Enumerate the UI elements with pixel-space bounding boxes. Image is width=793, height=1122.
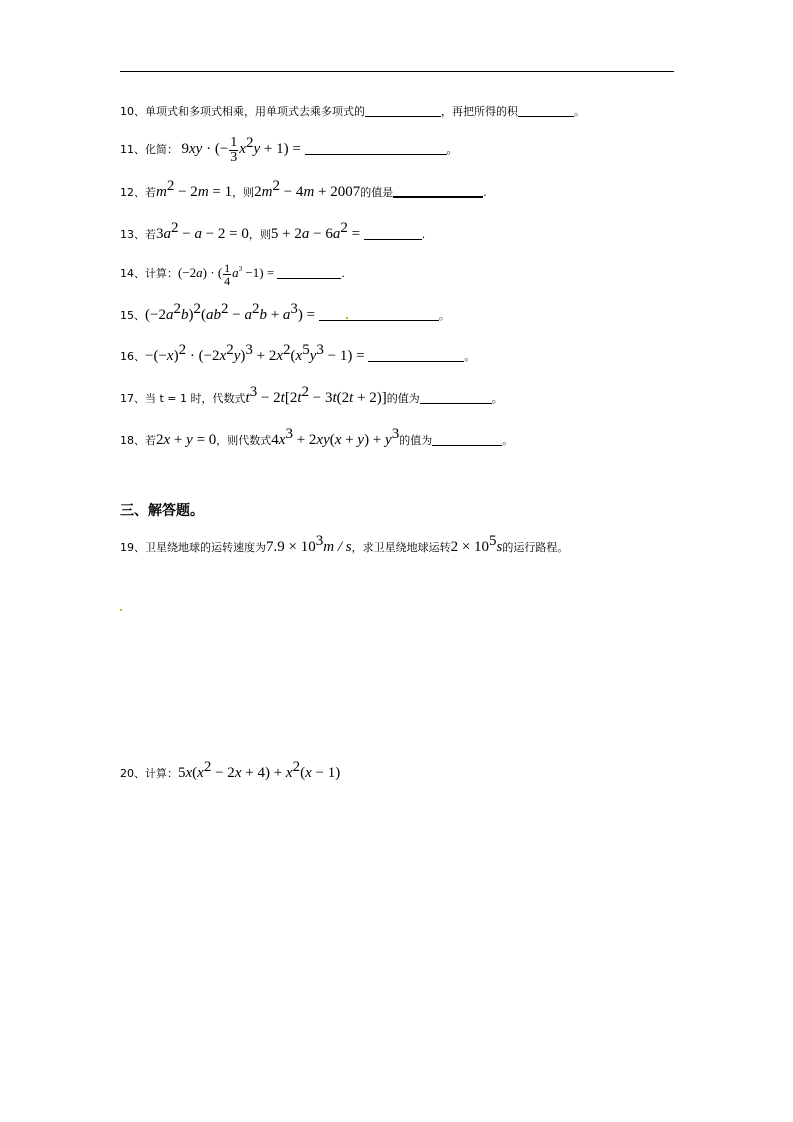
fraction-numerator: 1: [230, 134, 238, 150]
exponent: 3: [238, 265, 243, 273]
question-text: ，求卫星绕地球运转: [351, 541, 451, 554]
math: x: [334, 432, 342, 448]
answer-blank[interactable]: [432, 433, 502, 446]
exponent: 3: [315, 533, 324, 549]
exponent: 2: [272, 178, 280, 194]
question-16: [120, 342, 476, 365]
fraction-denominator: 3: [230, 149, 238, 165]
question-end: .: [421, 228, 426, 241]
exponent: 2: [171, 220, 179, 236]
question-label: 化简：: [145, 143, 178, 156]
stray-dot: [346, 317, 348, 319]
math: m: [261, 184, 273, 200]
question-text: ，则代数式: [216, 434, 272, 447]
math: +: [341, 432, 358, 448]
answer-blank[interactable]: [393, 184, 483, 198]
exponent: 2: [292, 759, 301, 775]
math: −1): [242, 265, 264, 280]
math: − 2: [211, 765, 235, 781]
math: x: [295, 348, 303, 364]
exponent: 2: [178, 342, 187, 358]
math: 4: [271, 432, 279, 448]
question-text: ，则: [232, 186, 255, 199]
question-end: 。: [574, 105, 585, 118]
exponent: 3: [391, 426, 400, 442]
math: +: [266, 307, 283, 323]
math: a: [194, 226, 202, 242]
math: t: [297, 390, 302, 406]
math: −: [228, 307, 245, 323]
exponent: 3: [316, 342, 324, 358]
math: ): [173, 348, 179, 364]
math: m: [303, 184, 315, 200]
exponent: 3: [249, 384, 258, 400]
math: a: [244, 307, 252, 323]
math: (: [290, 348, 296, 364]
math: + 4) +: [241, 765, 286, 781]
math: − 6: [309, 226, 333, 242]
question-label: 计算：: [145, 767, 178, 780]
math: − 1) =: [323, 348, 369, 364]
math: (: [192, 765, 198, 781]
answer-blank[interactable]: [364, 227, 422, 240]
math: · (−2: [186, 348, 220, 364]
question-text: 单项式和多项式相乘，用单项式去乘多项式的: [145, 105, 365, 118]
question-label: 若: [145, 434, 156, 447]
question-number: 17、: [120, 392, 145, 405]
question-text: 卫星绕地球的运转速度为: [145, 541, 266, 554]
question-end: 。: [446, 143, 458, 156]
math: s: [496, 539, 503, 555]
answer-blank[interactable]: [277, 266, 341, 279]
math: y: [357, 432, 365, 448]
math: a: [163, 226, 171, 242]
math: xy: [189, 141, 203, 157]
math: a: [301, 226, 310, 242]
math: ): [240, 348, 246, 364]
question-label: 当 t = 1 时，代数式: [145, 392, 246, 405]
math: x: [278, 432, 286, 448]
math: 7.9 × 10: [266, 539, 316, 555]
math: − 3: [309, 390, 333, 406]
math: /: [334, 539, 346, 555]
math: [2: [284, 390, 298, 406]
math: b: [180, 307, 189, 323]
math: x: [285, 765, 293, 781]
exponent: 2: [226, 342, 234, 358]
section-heading: 三、解答题。: [120, 503, 204, 519]
math: 5 + 2: [270, 226, 302, 242]
question-number: 15、: [120, 309, 145, 322]
math: x: [163, 432, 171, 448]
question-text: 的值为: [399, 434, 433, 447]
math: m: [323, 539, 335, 555]
math: +: [170, 432, 187, 448]
math: m: [156, 184, 167, 200]
math: − 4: [279, 184, 304, 200]
question-13: [120, 220, 426, 243]
question-label: 计算：: [145, 267, 178, 280]
math: x: [185, 765, 193, 781]
math: x: [239, 141, 246, 157]
math: (: [300, 765, 306, 781]
question-end: .: [341, 267, 345, 280]
question-11: [120, 134, 458, 165]
math: y: [253, 141, 261, 157]
math: xy: [316, 432, 330, 448]
math: −: [178, 226, 195, 242]
math: y: [309, 348, 317, 364]
answer-blank[interactable]: [420, 391, 492, 404]
fraction-numerator: 1: [224, 260, 231, 275]
exponent: 2: [245, 135, 254, 151]
question-end: .: [483, 186, 487, 199]
math: t: [349, 390, 354, 406]
math: 3: [156, 226, 164, 242]
exponent: 2: [203, 759, 212, 775]
question-text: 的值为: [386, 392, 420, 405]
math: ab: [205, 307, 221, 323]
fraction: [229, 136, 238, 165]
question-end: 。: [491, 392, 503, 405]
question-number: 10、: [120, 105, 145, 118]
math: a: [165, 307, 174, 323]
question-12: [120, 178, 487, 201]
math: x: [219, 348, 227, 364]
exponent: 2: [220, 301, 229, 317]
math: (2: [336, 390, 350, 406]
math: s: [345, 539, 352, 555]
question-17: [120, 384, 503, 407]
question-14: [120, 258, 345, 289]
math: =: [263, 265, 278, 280]
math: − 2: [174, 184, 198, 200]
answer-blank[interactable]: [305, 142, 447, 155]
math: x: [234, 765, 242, 781]
answer-blank[interactable]: [518, 104, 574, 117]
question-number: 16、: [120, 350, 145, 363]
math: 5: [178, 765, 186, 781]
question-end: 。: [438, 309, 450, 322]
question-text: ，则: [248, 228, 271, 241]
question-19: [120, 533, 569, 556]
question-label: 若: [145, 228, 156, 241]
math: (: [200, 307, 206, 323]
math: y: [385, 432, 392, 448]
exponent: 2: [340, 220, 348, 236]
math: t: [245, 390, 250, 406]
exponent: 3: [245, 342, 253, 358]
fraction: [223, 262, 231, 287]
math: ) · (: [202, 265, 223, 280]
exponent: 2: [166, 178, 175, 194]
question-number: 18、: [120, 434, 145, 447]
math: − 2: [257, 390, 281, 406]
math: a: [282, 307, 291, 323]
math: = 0: [192, 432, 217, 448]
header-rule: [120, 71, 674, 72]
math: x: [305, 765, 312, 781]
math: =: [347, 226, 364, 242]
exponent: 3: [290, 301, 298, 317]
exponent: 2: [283, 342, 291, 358]
question-number: 13、: [120, 228, 145, 241]
stray-dot: [120, 609, 122, 611]
fraction-denominator: 4: [224, 273, 231, 288]
question-end: 。: [502, 434, 514, 447]
question-number: 19、: [120, 541, 145, 554]
exponent: 2: [173, 301, 181, 317]
math: 2: [156, 432, 164, 448]
question-number: 20、: [120, 767, 145, 780]
math: − 2 = 0: [201, 226, 249, 242]
question-text: ，再把所得的积: [441, 105, 518, 118]
answer-blank[interactable]: [319, 308, 439, 321]
math: = 1: [208, 184, 233, 200]
exponent: 2: [301, 384, 309, 400]
math: (−2: [178, 265, 197, 280]
math: + 1) =: [260, 141, 305, 157]
exponent: 5: [302, 342, 310, 358]
math: y: [233, 348, 241, 364]
question-number: 12、: [120, 186, 145, 199]
question-20: [120, 759, 341, 782]
question-18: [120, 426, 514, 449]
math: · (−: [202, 141, 229, 157]
exponent: 3: [285, 426, 293, 442]
math: a: [232, 265, 239, 280]
math: t: [332, 390, 337, 406]
math: t: [280, 390, 285, 406]
question-number: 14、: [120, 267, 145, 280]
question-end: 。: [464, 350, 476, 363]
math: x: [166, 348, 174, 364]
math: 9: [181, 141, 189, 157]
math: ) =: [297, 307, 319, 323]
math: a: [196, 265, 203, 280]
math: ) +: [364, 432, 386, 448]
math: m: [197, 184, 209, 200]
exponent: 2: [193, 301, 201, 317]
math: (−2: [145, 307, 166, 323]
math: x: [197, 765, 204, 781]
math: + 2)]: [353, 390, 387, 406]
exponent: 5: [489, 533, 497, 549]
math: 2 × 10: [450, 539, 490, 555]
math: + 2007: [314, 184, 361, 200]
answer-blank[interactable]: [368, 349, 464, 362]
math: − 1): [311, 765, 341, 781]
math: b: [259, 307, 267, 323]
math: + 2: [292, 432, 317, 448]
answer-blank[interactable]: [365, 104, 441, 117]
math: ): [188, 307, 194, 323]
exponent: 2: [251, 301, 260, 317]
question-15: [120, 301, 450, 324]
question-10: [120, 104, 585, 120]
math: y: [186, 432, 193, 448]
math: x: [276, 348, 284, 364]
question-text: 的运行路程。: [502, 541, 569, 554]
question-text: 的值是: [360, 186, 394, 199]
math: a: [332, 226, 341, 242]
math: 2: [254, 184, 262, 200]
question-label: 若: [145, 186, 156, 199]
math: + 2: [252, 348, 277, 364]
question-number: 11、: [120, 143, 145, 156]
math: −(−: [145, 348, 167, 364]
math: (: [329, 432, 335, 448]
